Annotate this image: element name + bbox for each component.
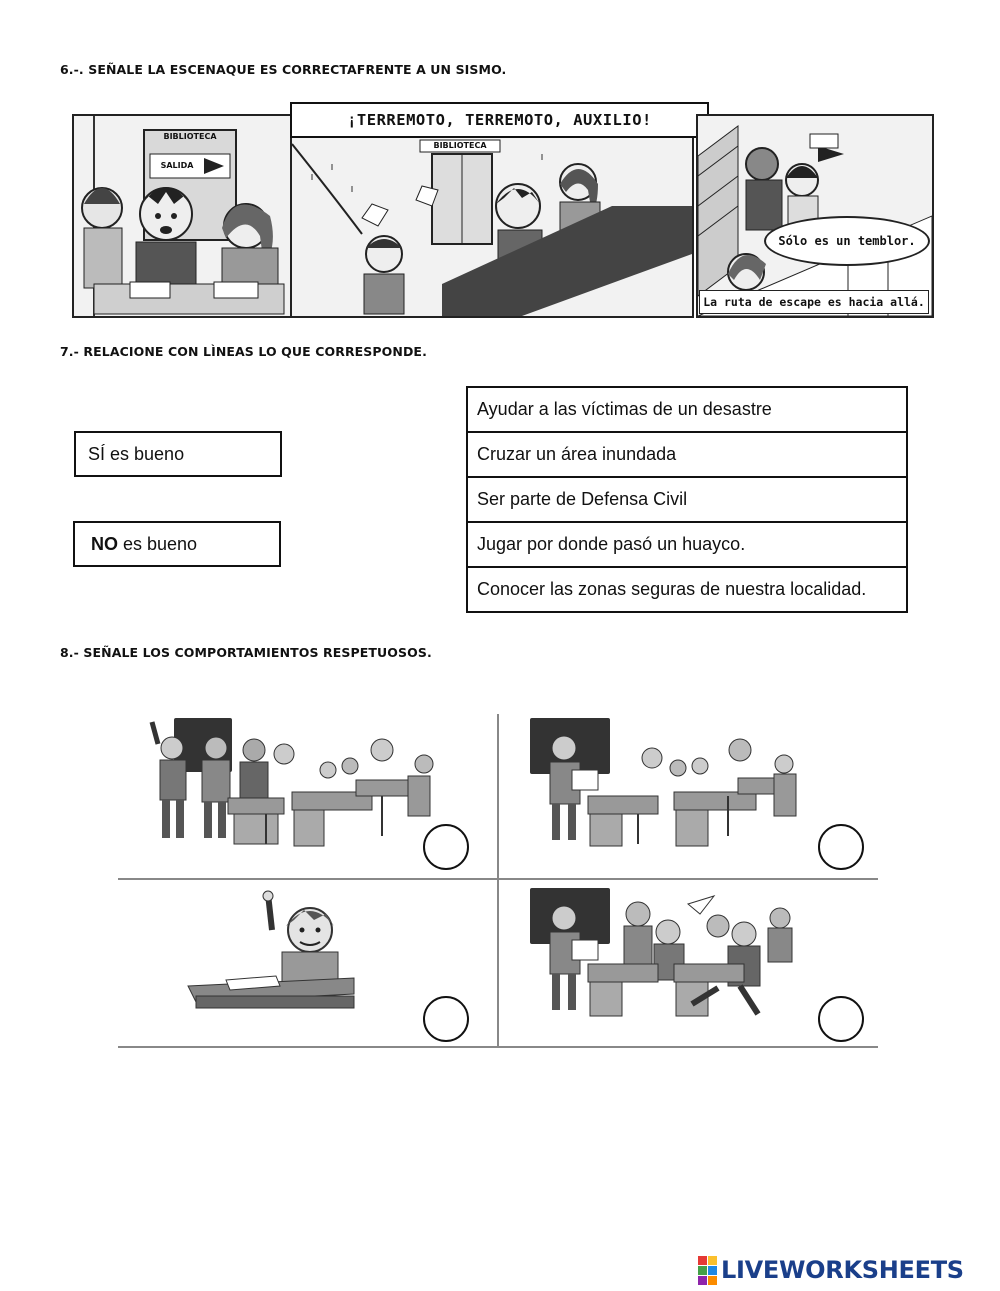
comic-strip	[72, 102, 932, 318]
option-know-safe-zones[interactable]: Conocer las zonas seguras de nuestra localidad.	[468, 568, 906, 613]
logo-blocks-icon	[698, 1256, 717, 1285]
option-help-victims[interactable]: Ayudar a las víctimas de un desastre	[468, 388, 906, 433]
matching-options	[466, 386, 908, 613]
option-cross-flooded-area[interactable]: Cruzar un área inundada	[468, 433, 906, 478]
yes-good-label: SÍ es bueno	[88, 443, 185, 464]
no-label-rest: es bueno	[123, 533, 198, 554]
scene-student-raising-hand	[186, 890, 426, 1030]
comic-panel-1[interactable]	[72, 114, 294, 318]
yes-good-box[interactable]	[74, 431, 282, 477]
answer-circle-4[interactable]	[818, 996, 864, 1042]
option-play-mudslide-area[interactable]: Jugar por donde pasó un huayco.	[468, 523, 906, 568]
scene-paper-plane	[528, 884, 828, 1034]
exit-sign: SALIDA	[160, 161, 194, 170]
no-label-strong: NO	[91, 533, 118, 554]
liveworksheets-logo	[698, 1255, 964, 1285]
no-good-box[interactable]	[73, 521, 281, 567]
comic-panel-3[interactable]	[696, 114, 934, 318]
answer-circle-1[interactable]	[423, 824, 469, 870]
library-sign: BIBLIOTECA	[163, 132, 217, 141]
answer-circle-3[interactable]	[423, 996, 469, 1042]
behavior-grid	[118, 714, 880, 1052]
question-8-title: 8.- SEÑALE LOS COMPORTAMIENTOS RESPETUOSOS.	[60, 645, 432, 660]
comic-panel-2[interactable]	[290, 132, 694, 318]
escape-route-caption: La ruta de escape es hacia allá.	[699, 290, 929, 314]
speech-bubble: Sólo es un temblor.	[764, 216, 930, 266]
logo-text: LIVEWORKSHEETS	[721, 1256, 964, 1284]
question-7-title: 7.- RELACIONE CON LÌNEAS LO QUE CORRESPONDE.	[60, 344, 427, 359]
scene-disorderly-class	[146, 718, 446, 868]
option-civil-defense[interactable]: Ser parte de Defensa Civil	[468, 478, 906, 523]
question-6-title: 6.-. SEÑALE LA ESCENAQUE ES CORRECTAFRENTE A UN SISMO.	[60, 62, 507, 77]
grid-vertical-line	[497, 714, 499, 1048]
library-sign-2: BIBLIOTECA	[433, 141, 487, 150]
scene-orderly-class	[528, 718, 828, 868]
earthquake-banner: ¡TERREMOTO, TERREMOTO, AUXILIO!	[290, 102, 709, 138]
answer-circle-2[interactable]	[818, 824, 864, 870]
